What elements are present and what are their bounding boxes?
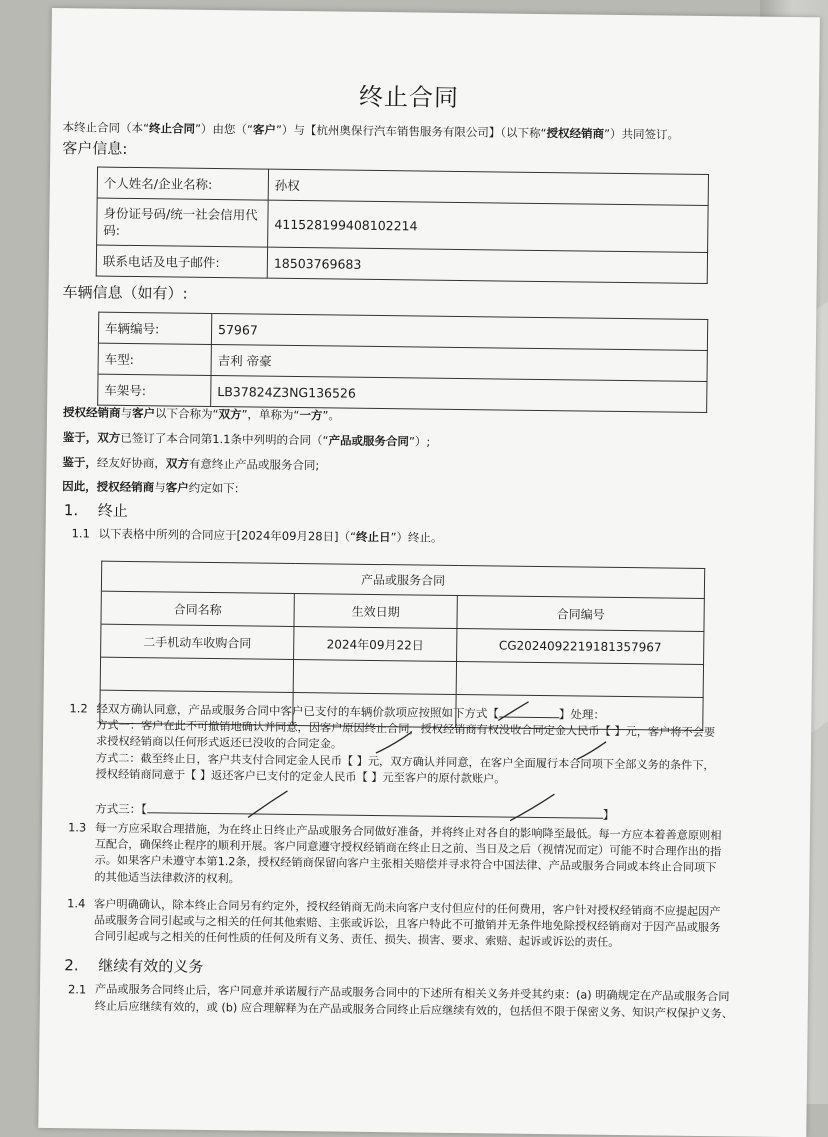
whereas2-text-2: 有意终止产品或服务合同; [188, 456, 320, 473]
intro-text-1: 本终止合同（本“ [62, 120, 150, 136]
section-2-title: 继续有效的义务 [98, 956, 204, 976]
whereas1-bold-2: 双方 [97, 430, 121, 445]
parties-bold-1: 授权经销商 [62, 405, 121, 420]
therefore-bold-2: 授权经销商 [96, 479, 155, 495]
vehicle-info-heading: 车辆信息（如有）: [62, 283, 188, 303]
table-cell-value: 57967 [211, 313, 707, 350]
parties-bold-3: 双方 [218, 407, 242, 422]
table-cell-label: 车架号: [98, 374, 211, 406]
clause-1-1-text-1: 以下表格中所列的合同应于[2024年09月28日]（“ [98, 526, 357, 544]
column-header: 合同编号 [457, 595, 704, 631]
intro-text-2: ”）由您（“ [194, 121, 254, 137]
table-cell-label: 联系电话及电子邮件: [96, 245, 267, 278]
pen-mark-3 [577, 741, 606, 759]
clause-1-3-text: 每一方应采取合理措施，为在终止日终止产品或服务合同做好准备，并将终止对各自的影响降至最低。每一方应本着善意原则相互配合，确保终止程序的顺利开展。客户同意遵守授权经销商在终止日之前、当日及之后（视情况而定）可能不时合理作出的指示。如果客户未遵守本第1.2条，授权经销商保留向客户主张相关赔偿并寻求符合中国法律、产品或服务合同或本终止合同项下的其他适当法律救济的权利。 [94, 821, 722, 885]
intro-bold-3: 授权经销商 [546, 126, 605, 141]
table-cell-label: 个人姓名/企业名称: [97, 167, 268, 200]
table-cell-value: 411528199408102214 [268, 200, 709, 252]
intro-bold-2: 客户 [252, 122, 277, 137]
whereas2-bold-1: 鉴于， [62, 455, 98, 470]
clause-1-2-way-2: 方式二：截至终止日，客户共支付合同定金人民币【 】元，双方确认并同意，在客户全面履行本合同项下全部义务的条件下，授权经销商同意于【 】返还客户已支付的定金人民币【 】元至客户的原付款账户。 [95, 751, 715, 786]
clause-1-4-text: 客户明确确认，除本终止合同另有约定外，授权经销商无尚未向客户支付但应付的任何费用，客户针对授权经销商不应提起因产品或服务合同引起或与之相关的任何其他索赔、主张或诉讼，且客户特此不可撤销并无条件地免除授权经销商对于因产品或服务合同引起或与之相关的任何性质的任何及所有义务、责任、损失、损害、要求、索赔、起诉或诉讼的责任。 [93, 897, 721, 950]
therefore-bold-1: 因此， [62, 479, 97, 494]
therefore-text-2: 约定如下: [188, 480, 239, 496]
therefore-text-1: 与 [154, 480, 166, 495]
whereas1-text-1: 已签订了本合同第1.1条中列明的合同（“ [120, 430, 329, 448]
clause-1-2-text-2: 】处理： [558, 707, 605, 722]
table-cell-value: LB37824Z3NG136526 [211, 375, 707, 412]
clause-2-1-number: 2.1 [67, 982, 87, 997]
table-caption: 产品或服务合同 [101, 561, 704, 598]
whereas1-bold-3: 产品或服务合同 [328, 433, 410, 449]
customer-info-heading: 客户信息: [62, 139, 128, 158]
whereas2-text-1: 经友好协商， [96, 455, 167, 471]
whereas2-bold-2: 双方 [165, 456, 190, 471]
column-header: 合同名称 [101, 591, 294, 626]
parties-bold-2: 客户 [131, 406, 156, 421]
therefore-bold-3: 客户 [165, 480, 189, 495]
table-cell-label: 车辆编号: [98, 312, 211, 344]
intro-text-3: ”）与【杭州奥保行汽车销售服务有限公司】（以下称“ [275, 122, 547, 141]
table-cell-value: 吉利 帝豪 [211, 344, 707, 381]
whereas1-bold-1: 鉴于， [62, 430, 98, 445]
clause-2-1-line-2: 终止后应继续有效的，或 (b) 应合理解释为在产品或服务合同终止后应继续有效的，包括但不限于保密义务、知识产权保护义务、 [94, 999, 734, 1021]
parties-text-4: ”。 [322, 408, 340, 423]
parties-text-3: ”，单称为“ [241, 407, 300, 423]
contract-paper [38, 8, 820, 1137]
parties-bold-4: 一方 [299, 408, 323, 423]
parties-text-2: 以下合称为“ [154, 406, 219, 422]
way-3-text-1: 方式三：【 [95, 801, 148, 817]
whereas1-text-2: ”）; [408, 434, 431, 449]
pen-mark-1 [498, 702, 528, 721]
clause-1-2-way-1: 方式一：客户在此不可撤销地确认并同意，因客户原因终止合同，授权经销商有权没收合同定金人民币【 】元，客户将不会要求授权经销商以任何形式返还已没收的合同定金。 [95, 718, 716, 751]
table-cell-value: 孙权 [268, 169, 708, 205]
clause-1-2-number: 1.2 [69, 701, 88, 716]
clause-1-3-number: 1.3 [67, 820, 87, 835]
table-cell-label: 车型: [98, 343, 211, 375]
clause-2-1-line-1: 产品或服务合同终止后，客户同意并承诺履行产品或服务合同中的下述所有相关义务并受其约束：(a) 明确规定在产品或服务合同 [94, 982, 730, 1004]
clause-1-1-bold: 终止日 [355, 529, 391, 545]
table-cell-label: 身份证号码/统一社会信用代码: [97, 198, 269, 247]
table-cell: 二手机动车收购合同 [101, 624, 294, 659]
parties-text-1: 与 [120, 405, 133, 421]
intro-text-4: ”）共同签订。 [603, 126, 680, 142]
column-header: 生效日期 [294, 594, 457, 629]
table-cell: 2024年09月22日 [294, 627, 457, 662]
clause-1-1-number: 1.1 [71, 526, 90, 541]
table-cell-value: 18503769683 [267, 247, 707, 283]
intro-bold-1: 终止合同 [148, 121, 196, 136]
section-2-number: 2. [64, 956, 79, 975]
clause-1-4-number: 1.4 [66, 896, 86, 911]
pen-strike-marks [38, 8, 820, 1137]
pen-mark-2 [376, 732, 411, 753]
pen-mark-4 [248, 790, 287, 817]
document-title: 终止合同 [358, 82, 460, 112]
section-1-title: 终止 [97, 501, 128, 520]
pen-mark-5 [510, 794, 554, 822]
clause-1-1-text-2: ”）终止。 [390, 530, 443, 545]
clause-1-2-text-1: 经双方确认同意，产品或服务合同中客户已支付的车辆价款项应按照如下方式【 [96, 701, 499, 721]
table-cell: CG2024092219181357967 [457, 628, 704, 664]
way-3-text-2: 】 [602, 807, 615, 822]
section-1-number: 1. [63, 501, 79, 520]
